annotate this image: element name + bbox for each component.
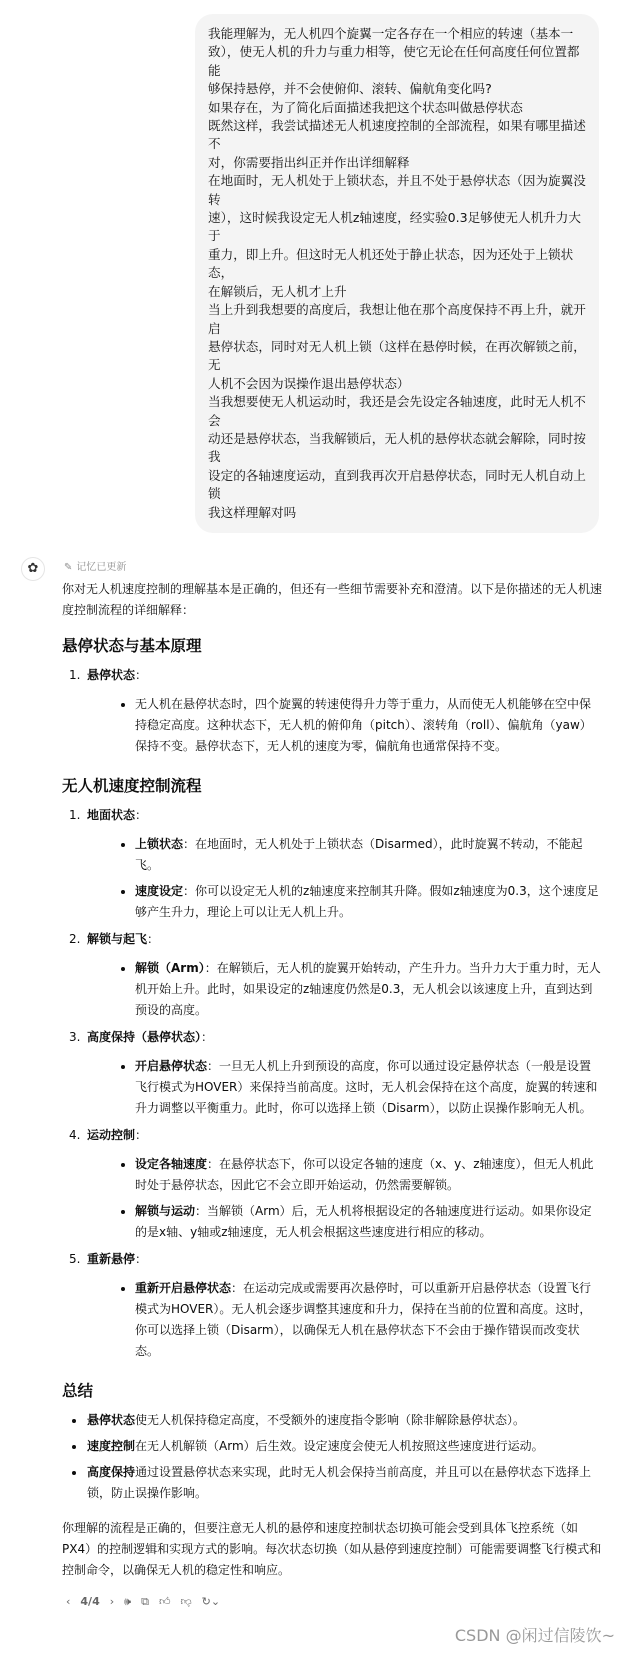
- bullet-bold-label: 高度保持: [87, 1464, 136, 1479]
- response-page-indicator: 4/4: [80, 1594, 100, 1608]
- regenerate-icon[interactable]: ↻⌄: [201, 1594, 221, 1608]
- bullet-item: [62, 1436, 602, 1457]
- speaker-icon[interactable]: 🕪: [124, 1594, 132, 1608]
- bullet-bold-label: 速度设定: [135, 883, 184, 898]
- bullet-text: 无人机在悬停状态时，四个旋翼的转速使得升力等于重力，从而使无人机能够在空中保持稳定高度。这种状态下，无人机的俯仰角（pitch）、滚转角（roll）、偏航角（yaw）保持不变。悬停状态下，无人机的速度为零，偏航角也通常保持不变。: [135, 696, 592, 753]
- summary-list: [62, 1410, 602, 1504]
- bullet-dot: [121, 1065, 125, 1069]
- bullet-list: [87, 958, 602, 1021]
- user-message-line: 在地面时，无人机处于上锁状态，并且不处于悬停状态（因为旋翼没转: [208, 173, 586, 207]
- user-message-line: 对，你需要指出纠正并作出详细解释: [208, 154, 410, 170]
- bullet-item: [87, 1278, 602, 1362]
- item-title: 重新悬停: [87, 1251, 136, 1266]
- memory-note-label: 记忆已更新: [76, 561, 127, 573]
- bullet-text: ：当解锁（Arm）后，无人机将根据设定的各轴速度进行运动。如果你设定的是x轴、y轴或z轴速度，无人机会根据这些速度进行相应的移动。: [135, 1203, 592, 1239]
- bullet-item: [87, 1056, 602, 1119]
- user-message-line: 我这样理解对吗: [208, 504, 297, 520]
- item-colon: ：: [201, 1029, 214, 1044]
- bullet-bold-label: 上锁状态: [135, 836, 184, 851]
- user-message-line: 速），这时候我设定无人机z轴速度，经实验0.3足够使无人机升力大于: [208, 210, 581, 244]
- bullet-item: [87, 694, 602, 757]
- user-message-line: 人机不会因为误操作退出悬停状态）: [208, 375, 410, 391]
- bullet-item: [62, 1462, 602, 1504]
- bullet-bold-label: 悬停状态: [87, 1412, 136, 1427]
- bullet-text: 使无人机保持稳定高度，不受额外的速度指令影响（除非解除悬停状态）。: [135, 1412, 526, 1427]
- bullet-bold-label: 开启悬停状态: [135, 1058, 208, 1073]
- numbered-item: [62, 805, 602, 923]
- bullet-text: ：在地面时，无人机处于上锁状态（Disarmed），此时旋翼不转动，不能起飞。: [135, 836, 583, 872]
- user-message-line: 我能理解为，无人机四个旋翼一定各存在一个相应的转速（基本一: [208, 26, 574, 41]
- assistant-header: [0, 557, 627, 579]
- bullet-text: ：一旦无人机上升到预设的高度，你可以通过设定悬停状态（一般是设置飞行模式为HOVER）来保持当前高度。这时，无人机会保持在这个高度，旋翼的转速和升力调整以平衡重力。此时，你可以选择上锁（Disarm），以防止误操作影响无人机。: [135, 1058, 598, 1115]
- bullet-list: [87, 834, 602, 923]
- next-response-button[interactable]: ›: [109, 1594, 115, 1608]
- item-title: 高度保持（悬停状态）: [87, 1029, 202, 1044]
- numbered-item: [62, 929, 602, 1021]
- item-number: 3.: [69, 1029, 81, 1044]
- memory-updated-note[interactable]: [64, 561, 126, 575]
- bullet-text: 通过设置悬停状态来实现，此时无人机会保持当前高度，并且可以在悬停状态下选择上锁，防止误操作影响。: [87, 1464, 592, 1500]
- bullet-dot: [121, 1210, 125, 1214]
- user-message-line: 重力，即上升。但这时无人机还处于静止状态，因为还处于上锁状态，: [208, 246, 574, 281]
- numbered-item: [62, 1027, 602, 1119]
- memory-icon: ✎: [64, 561, 73, 573]
- thumbs-down-icon[interactable]: 👎︎: [180, 1594, 192, 1608]
- section1-list: [62, 665, 602, 757]
- item-title: 运动控制: [87, 1127, 136, 1142]
- bullet-list: [87, 694, 602, 757]
- intro-paragraph: 你对无人机速度控制的理解基本是正确的，但还有一些细节需要补充和澄清。以下是你描述的无人机速度控制流程的详细解释：: [62, 581, 603, 617]
- item-number: 1.: [69, 667, 81, 682]
- previous-response-button[interactable]: ‹: [66, 1594, 71, 1608]
- user-message-line: 设定的各轴速度运动，直到我再次开启悬停状态，同时无人机自动上锁: [208, 467, 586, 502]
- bullet-item: [62, 1410, 602, 1431]
- user-message-line: 悬停状态，同时对无人机上锁（这样在悬停时候，在再次解锁之前，无: [208, 338, 586, 373]
- numbered-item: [62, 1249, 602, 1362]
- numbered-item: [62, 665, 602, 757]
- bullet-bold-label: 重新开启悬停状态: [135, 1280, 232, 1295]
- bullet-text: ：在运动完成或需要再次悬停时，可以重新开启悬停状态（设置飞行模式为HOVER）。无人机会逐步调整其速度和升力，保持在当前的位置和高度。这时，你可以选择上锁（Disarm），以确保无人机在悬停状态下不会由于操作错误而改变状态。: [135, 1280, 592, 1358]
- bullet-dot: [121, 967, 125, 971]
- item-title: 解锁与起飞: [87, 931, 148, 946]
- item-colon: ：: [135, 1127, 148, 1142]
- bullet-item: [87, 834, 602, 876]
- item-number: 1.: [69, 807, 81, 822]
- item-colon: ：: [147, 931, 160, 946]
- user-message-line: 当我想要使无人机运动时，我还是会先设定各轴速度，此时无人机不会: [208, 394, 586, 428]
- thumbs-up-icon[interactable]: 👍︎: [158, 1594, 171, 1608]
- item-number: 2.: [69, 931, 81, 946]
- user-message-bubble: [195, 14, 599, 533]
- bullet-dot: [121, 843, 125, 847]
- item-colon: ：: [135, 1251, 148, 1266]
- bullet-item: [87, 881, 602, 923]
- bullet-dot: [121, 890, 125, 894]
- bullet-bold-label: 设定各轴速度: [135, 1156, 208, 1171]
- bullet-text: 在无人机解锁（Arm）后生效。设定速度会使无人机按照这些速度进行运动。: [135, 1438, 544, 1453]
- bullet-text: ：在悬停状态下，你可以设定各轴的速度（x、y、z轴速度），但无人机此时处于悬停状态，因此它不会立即开始运动，仍然需要解锁。: [135, 1156, 594, 1192]
- bullet-dot: [121, 1287, 125, 1291]
- message-actions: [66, 1593, 627, 1611]
- item-number: 4.: [69, 1127, 81, 1142]
- assistant-message: [62, 579, 602, 1581]
- section-heading: 悬停状态与基本原理: [62, 636, 202, 655]
- item-colon: ：: [135, 667, 148, 682]
- conclusion-paragraph: 你理解的流程是正确的，但要注意无人机的悬停和速度控制状态切换可能会受到具体飞控系统（如PX4）的控制逻辑和实现方式的影响。每次状态切换（如从悬停到速度控制）可能需要调整飞行模式和控制命令，以确保无人机的稳定性和响应。: [62, 1520, 602, 1577]
- bullet-item: [87, 1201, 602, 1243]
- user-message-line: 如果存在，为了简化后面描述我把这个状态叫做悬停状态: [208, 99, 523, 115]
- section-heading: 无人机速度控制流程: [62, 776, 202, 795]
- item-number: 5.: [69, 1251, 81, 1266]
- bullet-text: ：你可以设定无人机的z轴速度来控制其升降。假如z轴速度为0.3，这个速度足够产生升力，理论上可以让无人机上升。: [135, 883, 599, 919]
- bullet-dot: [72, 1419, 76, 1423]
- chatgpt-logo-icon: ✿: [21, 557, 45, 581]
- user-message-line: 动还是悬停状态，当我解锁后，无人机的悬停状态就会解除，同时按我: [208, 430, 586, 465]
- bullet-dot: [72, 1445, 76, 1449]
- section2-list: [62, 805, 602, 1362]
- user-message-line: 当上升到我想要的高度后，我想让他在那个高度保持不再上升，就开启: [208, 302, 586, 336]
- bullet-item: [87, 958, 602, 1021]
- watermark: CSDN @闲过信陵饮~: [454, 1625, 615, 1645]
- bullet-item: [87, 1154, 602, 1196]
- user-message-line: 够保持悬停，并不会使俯仰、滚转、偏航角变化吗?: [208, 81, 492, 97]
- item-title: 悬停状态: [87, 667, 136, 682]
- bullet-list: [87, 1154, 602, 1243]
- bullet-text: ：在解锁后，无人机的旋翼开始转动，产生升力。当升力大于重力时，无人机开始上升。此时，如果设定的z轴速度仍然是0.3，无人机会以该速度上升，直到达到预设的高度。: [135, 960, 601, 1017]
- bullet-list: [87, 1278, 602, 1362]
- numbered-item: [62, 1125, 602, 1243]
- item-colon: ：: [135, 807, 148, 822]
- bullet-bold-label: 解锁与运动: [135, 1203, 196, 1218]
- summary-heading: 总结: [62, 1381, 94, 1400]
- bullet-dot: [121, 703, 125, 707]
- user-message-line: 在解锁后，无人机才上升: [208, 283, 347, 299]
- copy-icon[interactable]: ⧉: [141, 1594, 149, 1608]
- user-message-line: 致），使无人机的升力与重力相等，使它无论在任何高度任何位置都能: [208, 44, 580, 78]
- item-title: 地面状态: [87, 807, 136, 822]
- user-message-line: 既然这样，我尝试描述无人机速度控制的全部流程，如果有哪里描述不: [208, 118, 586, 152]
- bullet-bold-label: 速度控制: [87, 1438, 136, 1453]
- bullet-dot: [72, 1471, 76, 1475]
- bullet-list: [87, 1056, 602, 1119]
- bullet-bold-label: 解锁（Arm）: [135, 960, 205, 975]
- bullet-dot: [121, 1163, 125, 1167]
